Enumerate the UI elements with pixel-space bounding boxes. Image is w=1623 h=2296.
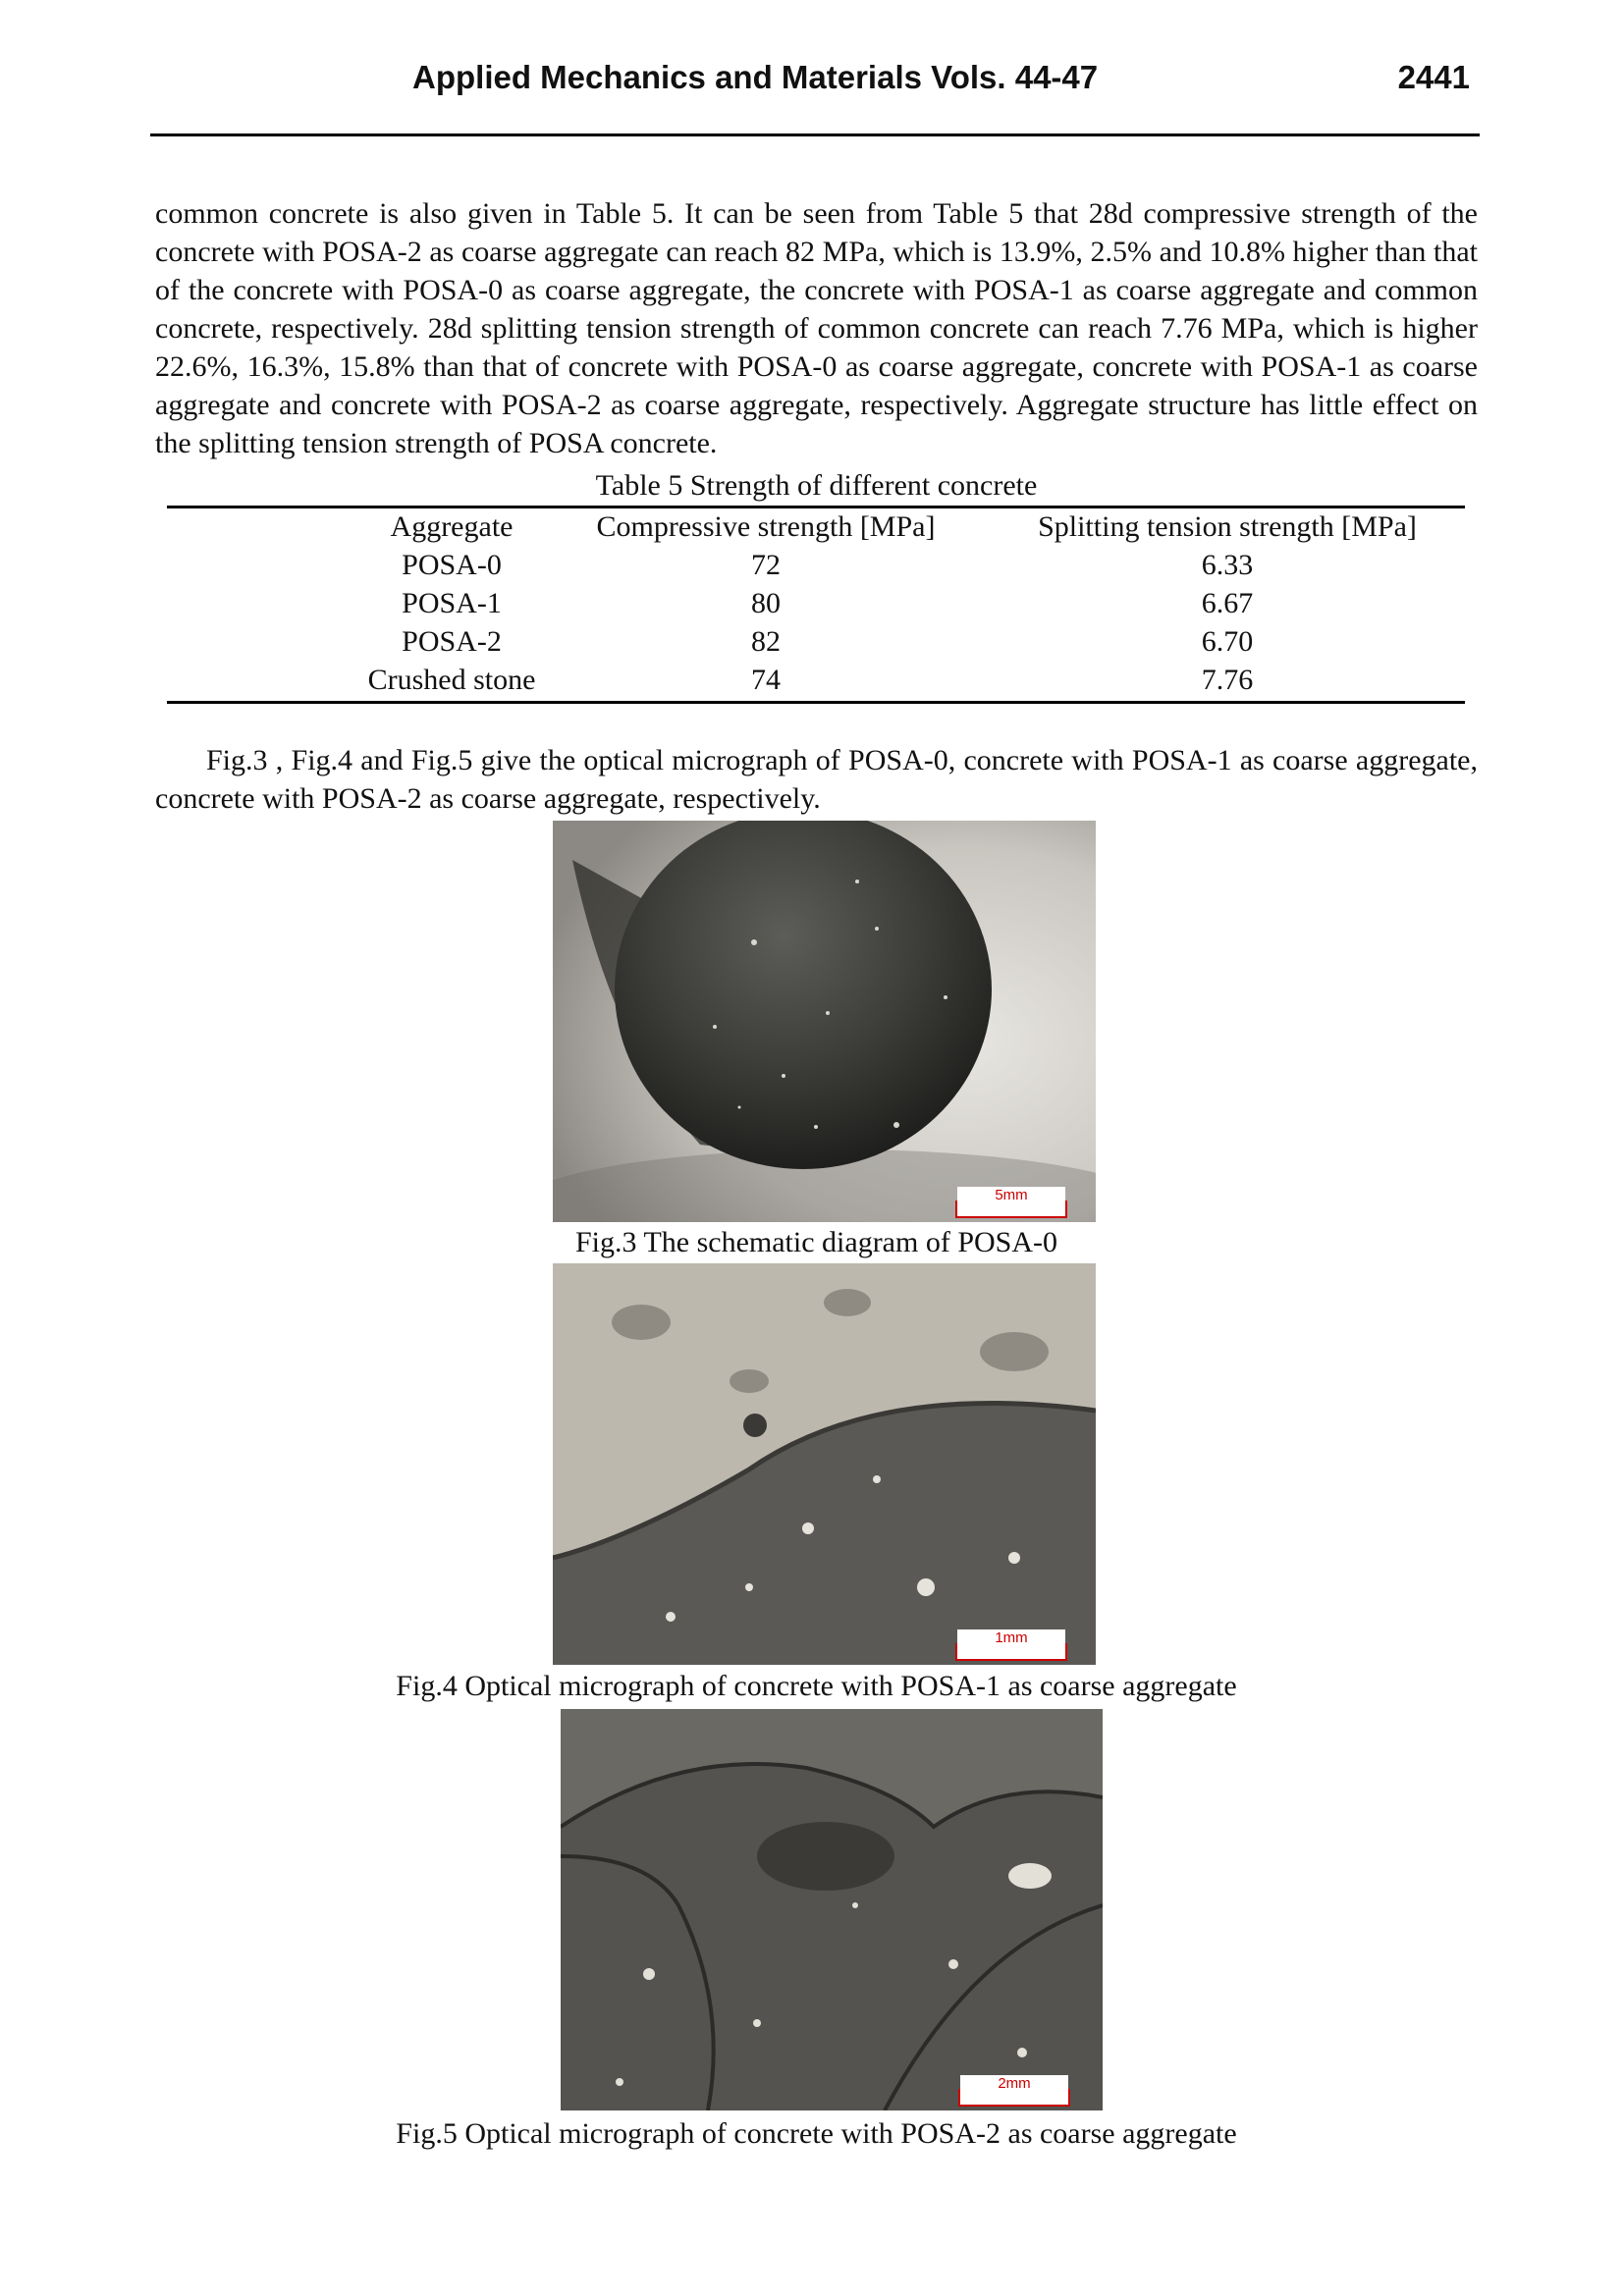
table-caption: Table 5 Strength of different concrete: [595, 469, 1038, 502]
body-paragraph: Fig.3 , Fig.4 and Fig.5 give the optical micrograph of POSA-0, concrete with POSA-1 as coarse aggregate, concrete with POSA-2 as coarse aggregate, respectively.: [155, 744, 1478, 815]
figure-caption: Fig.5 Optical micrograph of concrete with POSA-2 as coarse aggregate: [396, 2117, 1237, 2150]
table-header-cell: Splitting tension strength [MPa]: [1038, 510, 1417, 543]
table-row: [167, 622, 1465, 662]
table-header-cell: Aggregate: [390, 510, 514, 543]
figure-5-micrograph: [561, 1709, 1103, 2110]
table-cell: 6.70: [1201, 625, 1254, 658]
table-cell: Crushed stone: [367, 664, 536, 696]
scale-label: 2mm: [960, 2075, 1068, 2093]
scale-label: 1mm: [957, 1629, 1065, 1647]
table-cell: POSA-2: [402, 625, 502, 658]
figure-caption: Fig.3 The schematic diagram of POSA-0: [574, 1226, 1058, 1258]
journal-title: Applied Mechanics and Materials Vols. 44-47: [412, 59, 1099, 95]
scale-bar: [955, 1629, 1067, 1661]
table-row: [167, 546, 1465, 585]
scale-bar: [958, 2075, 1070, 2107]
table-cell: POSA-0: [402, 549, 502, 581]
table-cell: 6.33: [1201, 549, 1254, 581]
table-cell: 80: [751, 587, 781, 619]
page-number: 2441: [1397, 59, 1470, 95]
table-header-row: [167, 507, 1465, 547]
table-cell: 7.76: [1201, 664, 1254, 696]
table-cell: 82: [751, 625, 781, 658]
scale-bar: [955, 1187, 1067, 1218]
body-paragraph: common concrete is also given in Table 5. It can be seen from Table 5 that 28d compressive strength of the concrete with POSA-2 as coarse aggregate can reach 82 MPa, which is 13.9%, 2.5% and 10.8% higher than that of the concrete with POSA-0 as coarse aggregate, the concrete with POSA-1 as coarse aggregate and common concrete, respectively. 28d splitting tension strength of common concrete can reach 7.76 MPa, which is higher 22.6%, 16.3%, 15.8% than that of concrete with POSA-0 as coarse aggregate, concrete with POSA-1 as coarse aggregate and concrete with POSA-2 as coarse aggregate, respectively. Aggregate structure has little effect on the splitting tension strength of POSA concrete.: [155, 197, 1478, 459]
figure-3-micrograph: [553, 821, 1096, 1222]
table-header-cell: Compressive strength [MPa]: [596, 510, 936, 543]
table-row: [167, 584, 1465, 623]
table-bottom-rule: [167, 701, 1465, 704]
scale-label: 5mm: [957, 1187, 1065, 1204]
running-header: [150, 51, 1480, 136]
figure-4-micrograph: [553, 1263, 1096, 1665]
figure-caption: Fig.4 Optical micrograph of concrete with POSA-1 as coarse aggregate: [396, 1670, 1237, 1702]
table-cell: 6.67: [1201, 587, 1254, 619]
table-cell: 72: [751, 549, 781, 581]
table-row: [167, 661, 1465, 700]
table-cell: 74: [751, 664, 781, 696]
table-cell: POSA-1: [402, 587, 502, 619]
